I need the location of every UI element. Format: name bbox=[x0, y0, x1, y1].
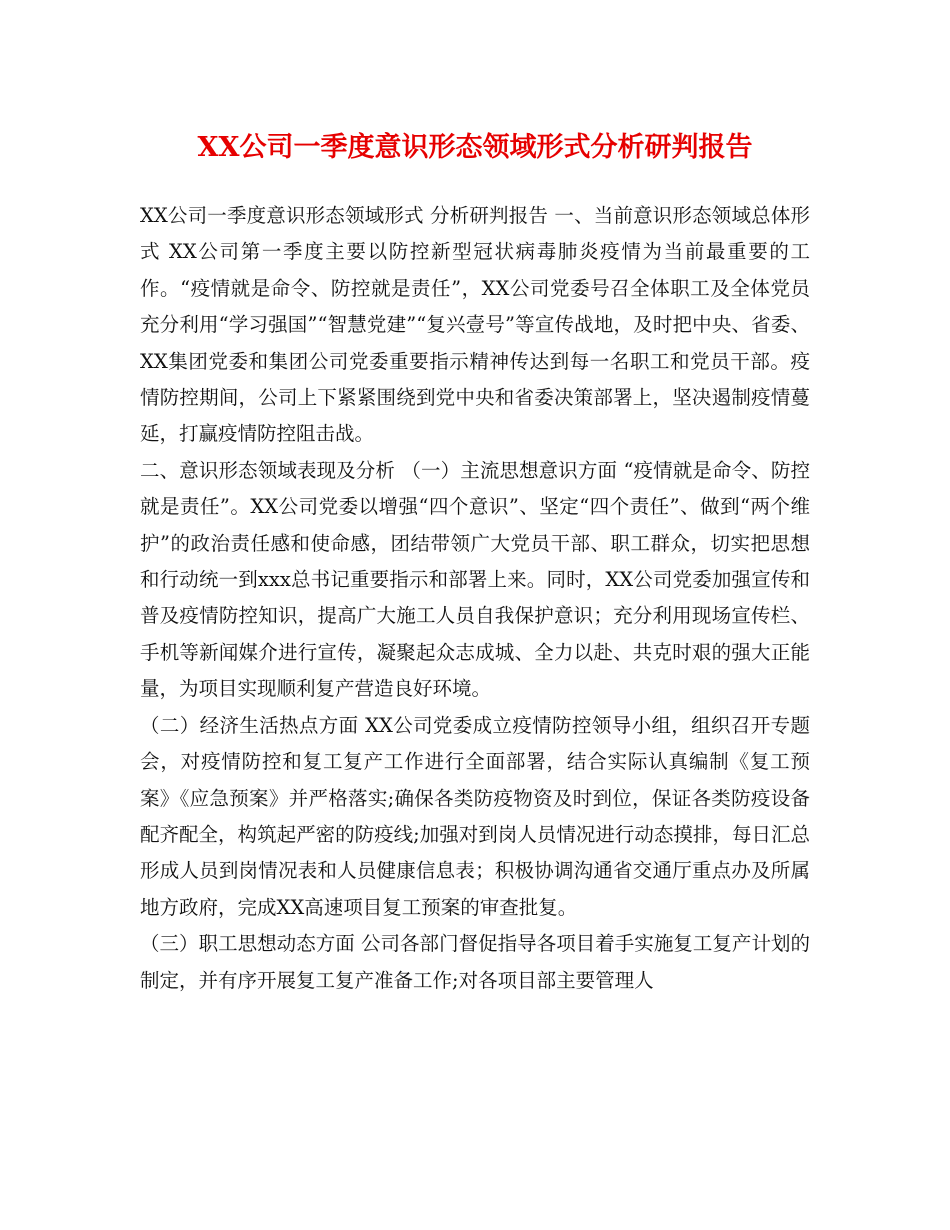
paragraph-mainstream-ideology: 二、意识形态领域表现及分析 （一）主流思想意识方面 “疫情就是命令、防控就是责任”。XX公司党委以增强“四个意识”、坚定“四个责任”、做到“两个维护”的政治责任感和使命感，团结带领广大党员干部、职工群众，切实把思想和行动统一到xxx总书记重要指示和部署上来。同时，XX公司党委加强宣传和普及疫情防控知识，提高广大施工人员自我保护意识；充分利用现场宣传栏、手机等新闻媒介进行宣传，凝聚起众志成城、全力以赴、共克时艰的强大正能量，为项目实现顺利复产营造良好环境。 bbox=[140, 458, 810, 701]
paragraph-staff-thinking: （三）职工思想动态方面 公司各部门督促指导各项目着手实施复工复产计划的制定，并有序开展复工复产准备工作;对各项目部主要管理人 bbox=[140, 932, 810, 992]
paragraph-economic-hotspots: （二）经济生活热点方面 XX公司党委成立疫情防控领导小组，组织召开专题会，对疫情防控和复工复产工作进行全面部署，结合实际认真编制《复工预案》《应急预案》并严格落实;确保各类防疫物资及时到位，保证各类防疫设备配齐配全，构筑起严密的防疫线;加强对到岗人员情况进行动态摸排，每日汇总形成人员到岗情况表和人员健康信息表；积极协调沟通省交通厅重点办及所属地方政府，完成XX高速项目复工预案的审查批复。 bbox=[140, 713, 810, 919]
document-title: XX公司一季度意识形态领域形式分析研判报告 bbox=[197, 132, 753, 163]
paragraph-overall-situation: XX公司一季度意识形态领域形式 分析研判报告 一、当前意识形态领域总体形式 XX公司第一季度主要以防控新型冠状病毒肺炎疫情为当前最重要的工作。“疫情就是命令、防控就是责任”，XX公司党委号召全体职工及全体党员充分利用“学习强国”“智慧党建”“复兴壹号”等宣传战地，及时把中央、省委、XX集团党委和集团公司党委重要指示精神传达到每一名职工和党员干部。疫情防控期间，公司上下紧紧围绕到党中央和省委决策部署上，坚决遏制疫情蔓延，打赢疫情防控阻击战。 bbox=[140, 204, 810, 446]
document-body bbox=[140, 198, 810, 999]
